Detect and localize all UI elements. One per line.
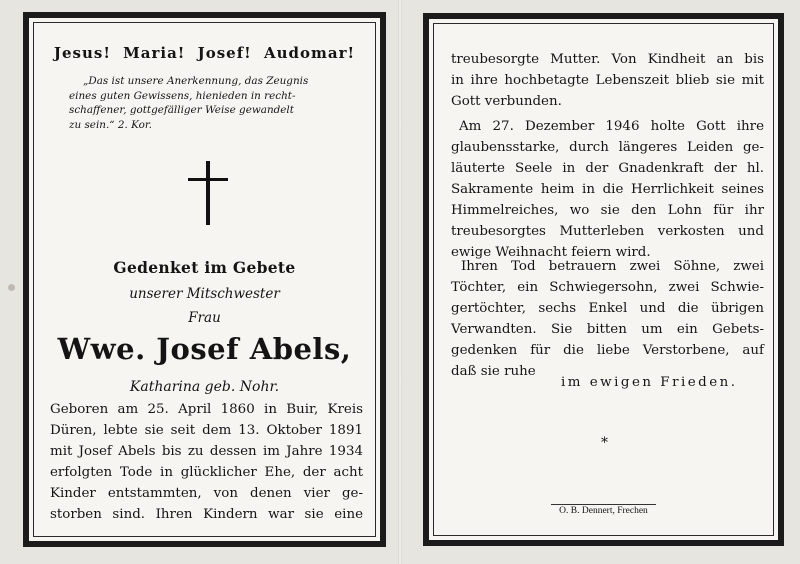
paragraph-line: treubesorgte Mutter. Von Kindheit an bis <box>451 52 764 67</box>
left-page <box>23 12 386 547</box>
printer-imprint <box>429 504 778 516</box>
asterisk-ornament: * <box>601 435 608 451</box>
paragraph-line: gertöchter, sechs Enkel und die übrigen <box>451 301 764 316</box>
biography-line: mit Josef Abels bis zu dessen im Jahre 1934 <box>50 444 363 459</box>
deceased-name: Wwe. Josef Abels, <box>57 332 352 366</box>
punch-hole <box>8 284 15 291</box>
cross-icon <box>188 161 228 225</box>
maiden-name: Katharina geb. Nohr. <box>129 379 280 395</box>
paragraph-death <box>451 116 764 263</box>
paragraph-line: läuterte Seele in der Gnadenkraft der hl. <box>451 161 764 176</box>
quote-line: „Das ist unsere Anerkennung, das Zeugnis <box>83 75 309 87</box>
paragraph-line: gedenken für die liebe Verstorbene, auf <box>451 343 764 358</box>
paragraph-line: Gott verbunden. <box>451 94 562 109</box>
scripture-quote <box>69 74 360 132</box>
quote-line: eines guten Gewissens, hienieden in recht- <box>69 89 296 102</box>
printer-name: O. B. Dennert, Frechen <box>551 504 656 516</box>
card-fold <box>398 0 402 564</box>
paragraph-line: Himmelreiches, wo sie den Lohn für ihr <box>451 203 764 218</box>
biography-line: erfolgten Tode in glücklicher Ehe, der acht <box>50 465 363 480</box>
paragraph-line: Am 27. Dezember 1946 holte Gott ihre <box>459 119 764 134</box>
biography-line: Kinder entstammten, von denen vier ge- <box>50 486 363 501</box>
biography-line: storben sind. Ihren Kindern war sie eine <box>50 507 363 522</box>
paragraph-line: treubesorgtes Mutterleben verkosten und <box>451 224 764 239</box>
prayer-heading: Gedenket im Gebete <box>113 258 296 277</box>
title-line: Frau <box>188 310 221 326</box>
biography-line: Geboren am 25. April 1860 in Buir, Kreis <box>50 402 363 417</box>
paragraph-line: Töchter, ein Schwiegersohn, zwei Schwie- <box>451 280 764 295</box>
paragraph-line: glaubensstarke, durch längeres Leiden ge- <box>451 140 764 155</box>
paragraph-line: ewige Weihnacht feiern wird. <box>451 245 651 260</box>
paragraph-line: Verwandten. Sie bitten um ein Gebets- <box>451 322 764 337</box>
quote-line: schaffener, gottgefälliger Weise gewandelt <box>69 104 294 116</box>
quote-line: zu sein.“ 2. Kor. <box>69 118 152 131</box>
closing-line: im ewigen Frieden. <box>561 375 738 390</box>
biography-text <box>50 399 363 525</box>
invocation-heading: Jesus! Maria! Josef! Audomar! <box>53 44 356 62</box>
biography-line: Düren, lebte sie seit dem 13. Oktober 1891 <box>50 423 363 438</box>
paragraph-mourners <box>451 256 764 382</box>
paragraph-line: in ihre hochbetagte Lebenszeit blieb sie mit <box>451 73 764 88</box>
sister-line: unserer Mitschwester <box>129 286 280 302</box>
paragraph-line: Ihren Tod betrauern zwei Söhne, zwei <box>461 259 764 274</box>
paragraph-faith <box>451 49 764 112</box>
paragraph-line: Sakramente heim in die Herrlichkeit seines <box>451 182 764 197</box>
right-page <box>423 13 784 546</box>
paragraph-line: daß sie ruhe <box>451 364 536 379</box>
